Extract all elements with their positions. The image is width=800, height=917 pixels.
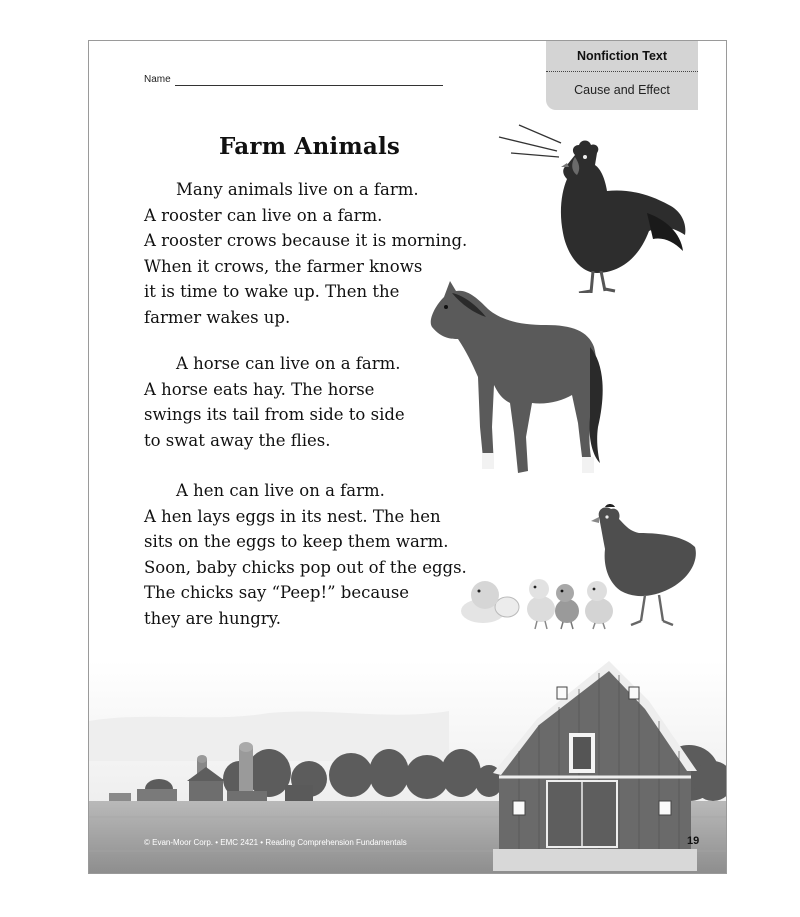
hen-and-chicks-icon (449, 503, 699, 633)
worksheet-page (88, 40, 727, 874)
page-title: Farm Animals (219, 133, 401, 160)
text-line: swings its tail from side to side (144, 405, 405, 425)
skill-label: Cause and Effect (574, 83, 670, 97)
rooster-icon (497, 123, 692, 293)
text-line: sits on the eggs to keep them warm. (144, 532, 449, 552)
text-line: it is time to wake up. Then the (144, 282, 400, 302)
text-line: Many animals live on a farm. (176, 180, 419, 199)
text-line: A horse can live on a farm. (176, 354, 401, 373)
text-line: to swat away the flies. (144, 430, 331, 450)
text-line: farmer wakes up. (144, 307, 291, 327)
category-label: Nonfiction Text (546, 40, 698, 72)
text-line: A hen can live on a farm. (176, 481, 385, 500)
page-number: 19 (687, 835, 700, 847)
text-line: When it crows, the farmer knows (144, 256, 423, 276)
text-line: they are hungry. (144, 608, 282, 628)
name-label: Name (144, 74, 171, 85)
header-tab (546, 40, 698, 110)
footer-credit: © Evan-Moor Corp. • EMC 2421 • Reading Comprehension Fundamentals (144, 838, 407, 847)
text-line: A rooster crows because it is morning. (144, 231, 468, 251)
name-line (175, 85, 443, 86)
text-line: A horse eats hay. The horse (144, 379, 375, 399)
text-line: Soon, baby chicks pop out of the eggs. (144, 557, 467, 577)
text-line: A rooster can live on a farm. (144, 205, 383, 225)
horse-icon (422, 277, 607, 477)
text-line: The chicks say “Peep!” because (144, 583, 410, 603)
text-line: A hen lays eggs in its nest. The hen (144, 506, 441, 526)
